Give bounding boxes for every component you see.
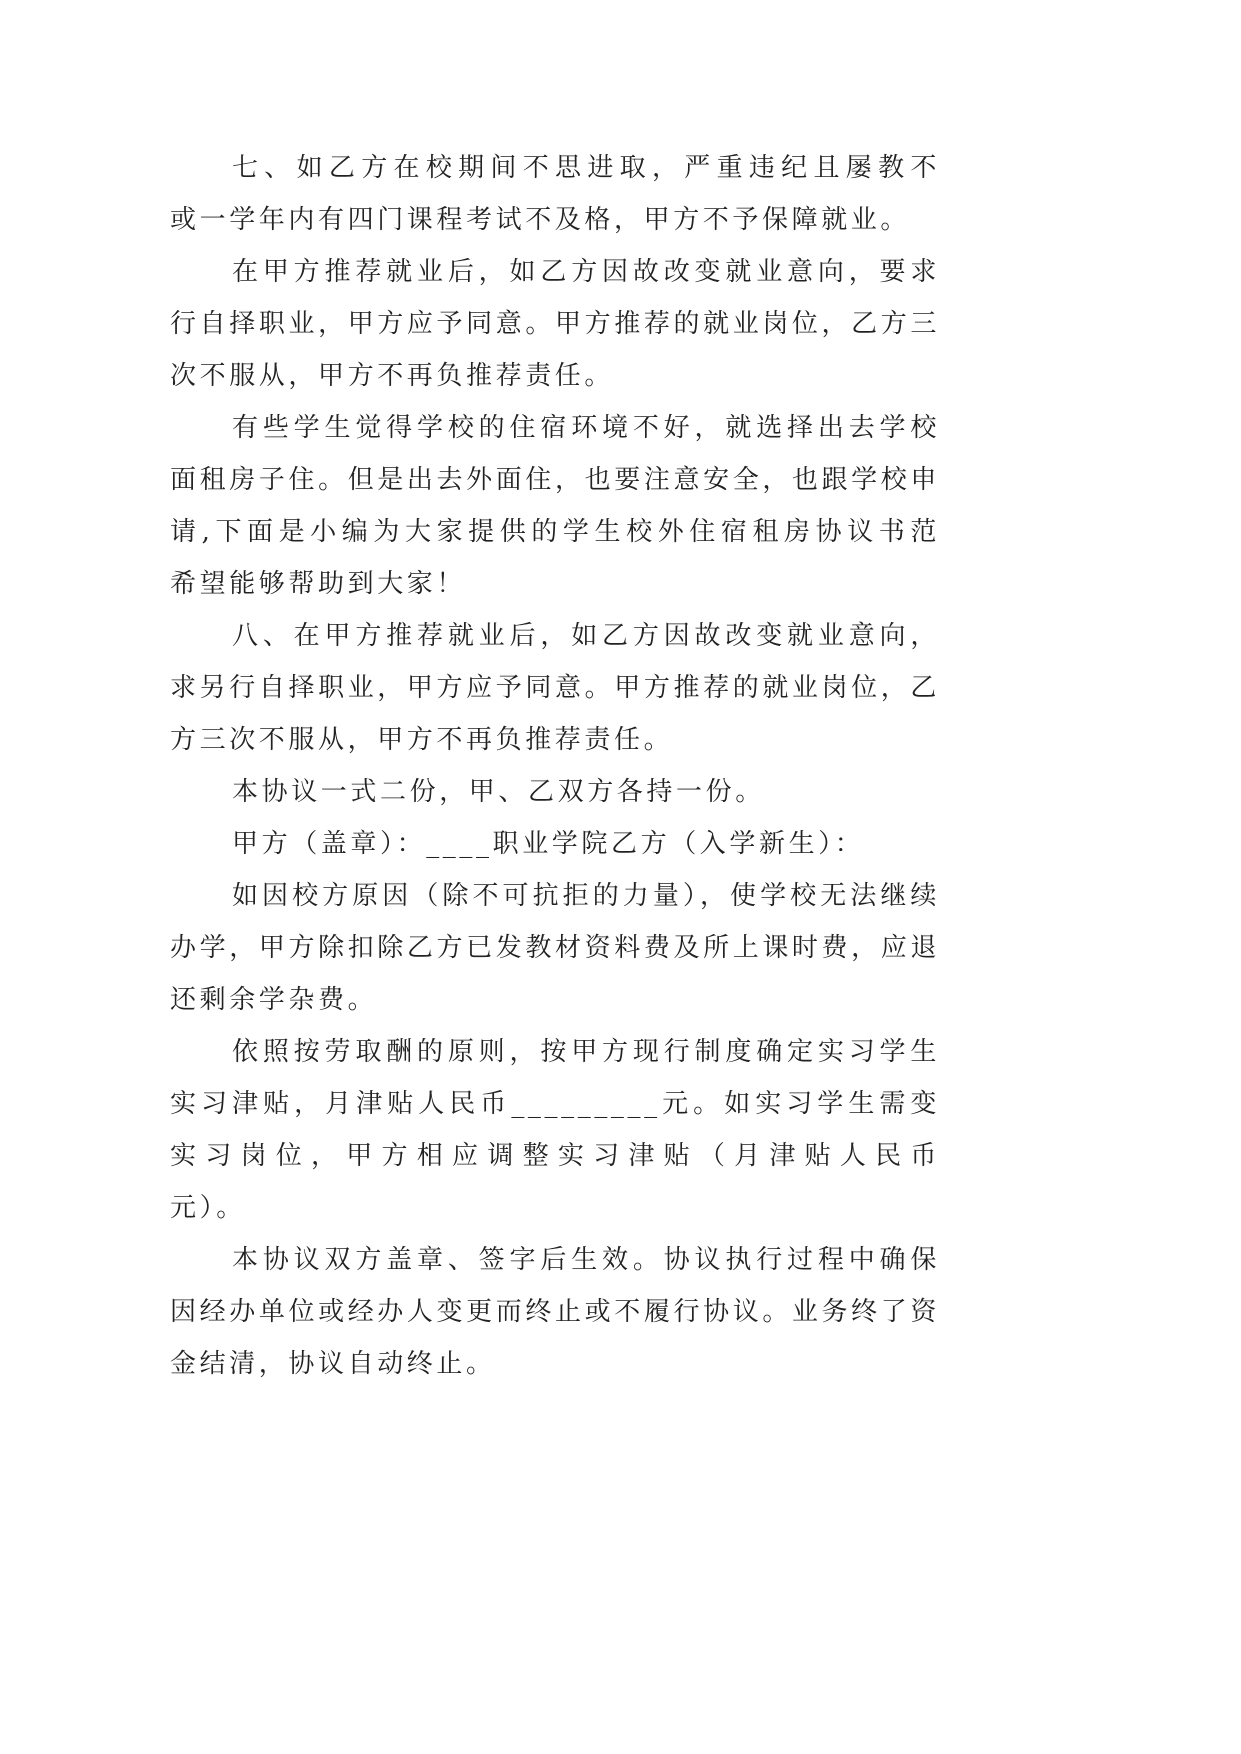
text-line: 次不服从，甲方不再负推荐责任。 bbox=[170, 361, 615, 391]
text-line: 请,下面是小编为大家提供的学生校外住宿租房协议书范 bbox=[170, 517, 940, 547]
paragraph-employment-recommendation bbox=[170, 246, 940, 402]
paragraph-school-closure bbox=[170, 870, 940, 1026]
text-line: 有些学生觉得学校的住宿环境不好，就选择出去学校 bbox=[232, 413, 940, 443]
text-line: 如因校方原因（除不可抗拒的力量），使学校无法继续 bbox=[232, 881, 940, 911]
text-line: 因经办单位或经办人变更而终止或不履行协议。业务终了资 bbox=[170, 1297, 940, 1327]
paragraph-copies bbox=[170, 766, 940, 818]
text-line: 或一学年内有四门课程考试不及格，甲方不予保障就业。 bbox=[170, 205, 911, 235]
text-line: 本协议一式二份，甲、乙双方各持一份。 bbox=[232, 777, 765, 807]
text-line: 八、在甲方推荐就业后，如乙方因故改变就业意向， bbox=[232, 621, 940, 651]
text-line: 实习津贴，月津贴人民币_________元。如实习学生需变 bbox=[170, 1089, 940, 1119]
text-line: 七、如乙方在校期间不思进取，严重违纪且屡教不 bbox=[232, 153, 940, 183]
text-line: 本协议双方盖章、签字后生效。协议执行过程中确保 bbox=[232, 1245, 940, 1275]
text-line: 还剩余学杂费。 bbox=[170, 985, 378, 1015]
text-line: 方三次不服从，甲方不再负推荐责任。 bbox=[170, 725, 674, 755]
document-body bbox=[170, 142, 940, 1390]
text-line: 甲方（盖章）：____职业学院乙方（入学新生）： bbox=[232, 829, 865, 859]
text-line: 在甲方推荐就业后，如乙方因故改变就业意向，要求 bbox=[232, 257, 940, 287]
paragraph-intro-note bbox=[170, 402, 940, 610]
text-line: 实习岗位，甲方相应调整实习津贴（月津贴人民币 bbox=[170, 1141, 940, 1171]
text-line: 元）。 bbox=[170, 1193, 246, 1223]
paragraph-effectiveness bbox=[170, 1234, 940, 1390]
text-line: 办学，甲方除扣除乙方已发教材资料费及所上课时费，应退 bbox=[170, 933, 940, 963]
text-line: 求另行自择职业，甲方应予同意。甲方推荐的就业岗位，乙 bbox=[170, 673, 940, 703]
paragraph-signature bbox=[170, 818, 940, 870]
text-line: 希望能够帮助到大家！ bbox=[170, 569, 467, 599]
text-line: 行自择职业，甲方应予同意。甲方推荐的就业岗位，乙方三 bbox=[170, 309, 940, 339]
text-line: 依照按劳取酬的原则，按甲方现行制度确定实习学生 bbox=[232, 1037, 940, 1067]
paragraph-clause-7 bbox=[170, 142, 940, 246]
paragraph-internship-allowance bbox=[170, 1026, 940, 1234]
text-line: 面租房子住。但是出去外面住，也要注意安全，也跟学校申 bbox=[170, 465, 940, 495]
paragraph-clause-8 bbox=[170, 610, 940, 766]
text-line: 金结清，协议自动终止。 bbox=[170, 1349, 496, 1379]
